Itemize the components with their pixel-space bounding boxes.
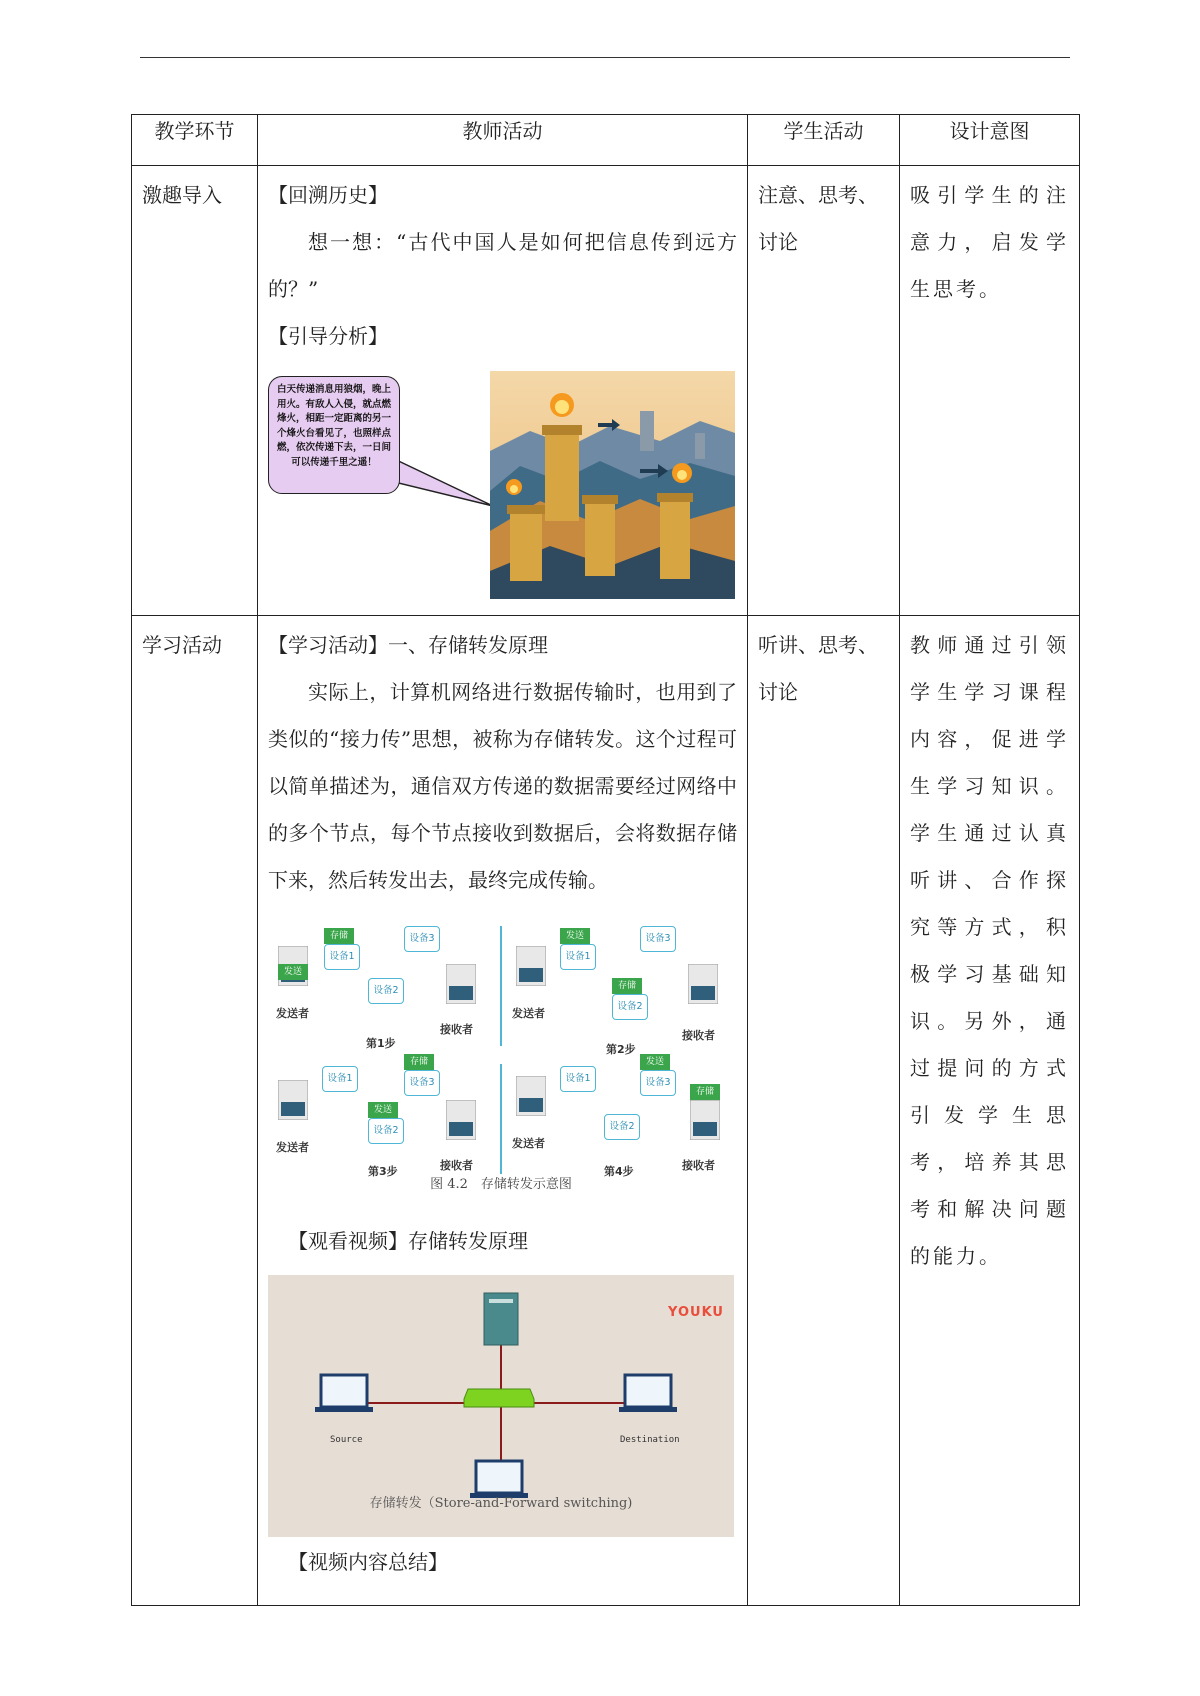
student-activity-learning: 听讲、思考、讨论: [758, 633, 878, 704]
device3-box: 设备3: [404, 1070, 440, 1096]
store-forward-paragraph: 实际上，计算机网络进行数据传输时，也用到了类似的“接力传”思想，被称为存储转发。这个过程可以简单描述为，通信双方传递的数据需要经过网络中的多个节点，每个节点接收到数据后，会将数据存储下来，然后转发出去，最终完成传输。: [268, 680, 737, 892]
step3-label: 第3步: [368, 1165, 398, 1178]
device3-box: 设备3: [640, 926, 676, 952]
device2-box: 设备2: [368, 1118, 404, 1144]
divider: [500, 926, 502, 1046]
stage-intro: 激趣导入: [142, 183, 222, 207]
activity-heading: 【学习活动】一、存储转发原理: [268, 633, 548, 657]
receiver-server-icon: [688, 964, 718, 1004]
design-intent-intro: 吸引学生的注意力，启发学生思考。: [910, 183, 1069, 301]
receiver-server-icon: [690, 1100, 720, 1140]
youku-logo: YOUKU: [668, 1305, 724, 1320]
store-tag: 存储: [690, 1084, 720, 1100]
video-frame[interactable]: [268, 1275, 734, 1537]
header-intent: 设计意图: [900, 115, 1080, 166]
video-caption: 存储转发（Store-and-Forward switching): [369, 1496, 633, 1511]
teacher-activity-learning: [258, 616, 747, 1586]
device1-box: 设备1: [322, 1066, 358, 1092]
device2-box: 设备2: [612, 994, 648, 1020]
send-tag: 发送: [278, 964, 308, 980]
table-row: [132, 166, 1080, 616]
beacon-towers-image: [490, 371, 735, 599]
divider: [500, 1064, 502, 1174]
store-tag: 存储: [324, 928, 354, 944]
send-tag: 发送: [640, 1054, 670, 1070]
device1-box: 设备1: [560, 1066, 596, 1092]
header-teacher: 教师活动: [258, 115, 748, 166]
table-row: [132, 616, 1080, 1606]
store-tag: 存储: [612, 978, 642, 994]
receiver-label: 接收者: [682, 1029, 715, 1042]
receiver-label: 接收者: [682, 1159, 715, 1172]
teacher-activity-intro: [258, 166, 747, 606]
sender-server-icon: [516, 1076, 546, 1116]
device1-box: 设备1: [560, 944, 596, 970]
device2-box: 设备2: [604, 1114, 640, 1140]
sender-label: 发送者: [276, 1007, 309, 1020]
speech-bubble: 白天传递消息用狼烟，晚上用火。有敌人入侵，就点燃烽火，相距一定距离的另一个烽火台看见了，也照样点燃，依次传递下去，一日间可以传递千里之遥！: [268, 376, 400, 494]
diagram-caption: 图 4.2 存储转发示意图: [430, 1177, 572, 1192]
beacon-illustration: [268, 366, 737, 606]
header-stage: 教学环节: [132, 115, 258, 166]
design-intent-learning: 教师通过引领学生学习课程内容，促进学生学习知识。学生通过认真听讲、合作探究等方式，积极学习基础知识。另外，通过提问的方式引发学生思考，培养其思考和解决问题的能力。: [910, 633, 1069, 1268]
header-student: 学生活动: [748, 115, 900, 166]
store-forward-diagram: [268, 916, 734, 1214]
receiver-server-icon: [446, 964, 476, 1004]
destination-label: Destination: [620, 1435, 680, 1445]
sender-label: 发送者: [512, 1137, 545, 1150]
sender-label: 发送者: [276, 1141, 309, 1154]
source-label: Source: [330, 1435, 363, 1445]
student-activity-intro: 注意、思考、讨论: [758, 183, 878, 254]
table-header-row: [132, 115, 1080, 166]
summary-heading: 【视频内容总结】: [288, 1550, 448, 1574]
send-tag: 发送: [560, 928, 590, 944]
sender-server-icon: [278, 1080, 308, 1120]
receiver-label: 接收者: [440, 1159, 473, 1172]
sender-server-icon: [516, 946, 546, 986]
store-tag: 存储: [404, 1054, 434, 1070]
receiver-label: 接收者: [440, 1023, 473, 1036]
step1-label: 第1步: [366, 1037, 396, 1050]
device3-box: 设备3: [640, 1070, 676, 1096]
step4-label: 第4步: [604, 1165, 634, 1178]
device1-box: 设备1: [324, 944, 360, 970]
lesson-plan-table: [131, 114, 1080, 1606]
header-rule: [140, 57, 1070, 58]
video-heading: 【观看视频】存储转发原理: [288, 1229, 528, 1253]
guide-heading: 【引导分析】: [268, 324, 388, 348]
receiver-server-icon: [446, 1100, 476, 1140]
question-text: 想一想：“古代中国人是如何把信息传到远方的？”: [268, 230, 737, 301]
recall-heading: 【回溯历史】: [268, 183, 388, 207]
device3-box: 设备3: [404, 926, 440, 952]
step2-label: 第2步: [606, 1043, 636, 1056]
send-tag: 发送: [368, 1102, 398, 1118]
sender-label: 发送者: [512, 1007, 545, 1020]
stage-learning: 学习活动: [142, 633, 222, 657]
device2-box: 设备2: [368, 978, 404, 1004]
